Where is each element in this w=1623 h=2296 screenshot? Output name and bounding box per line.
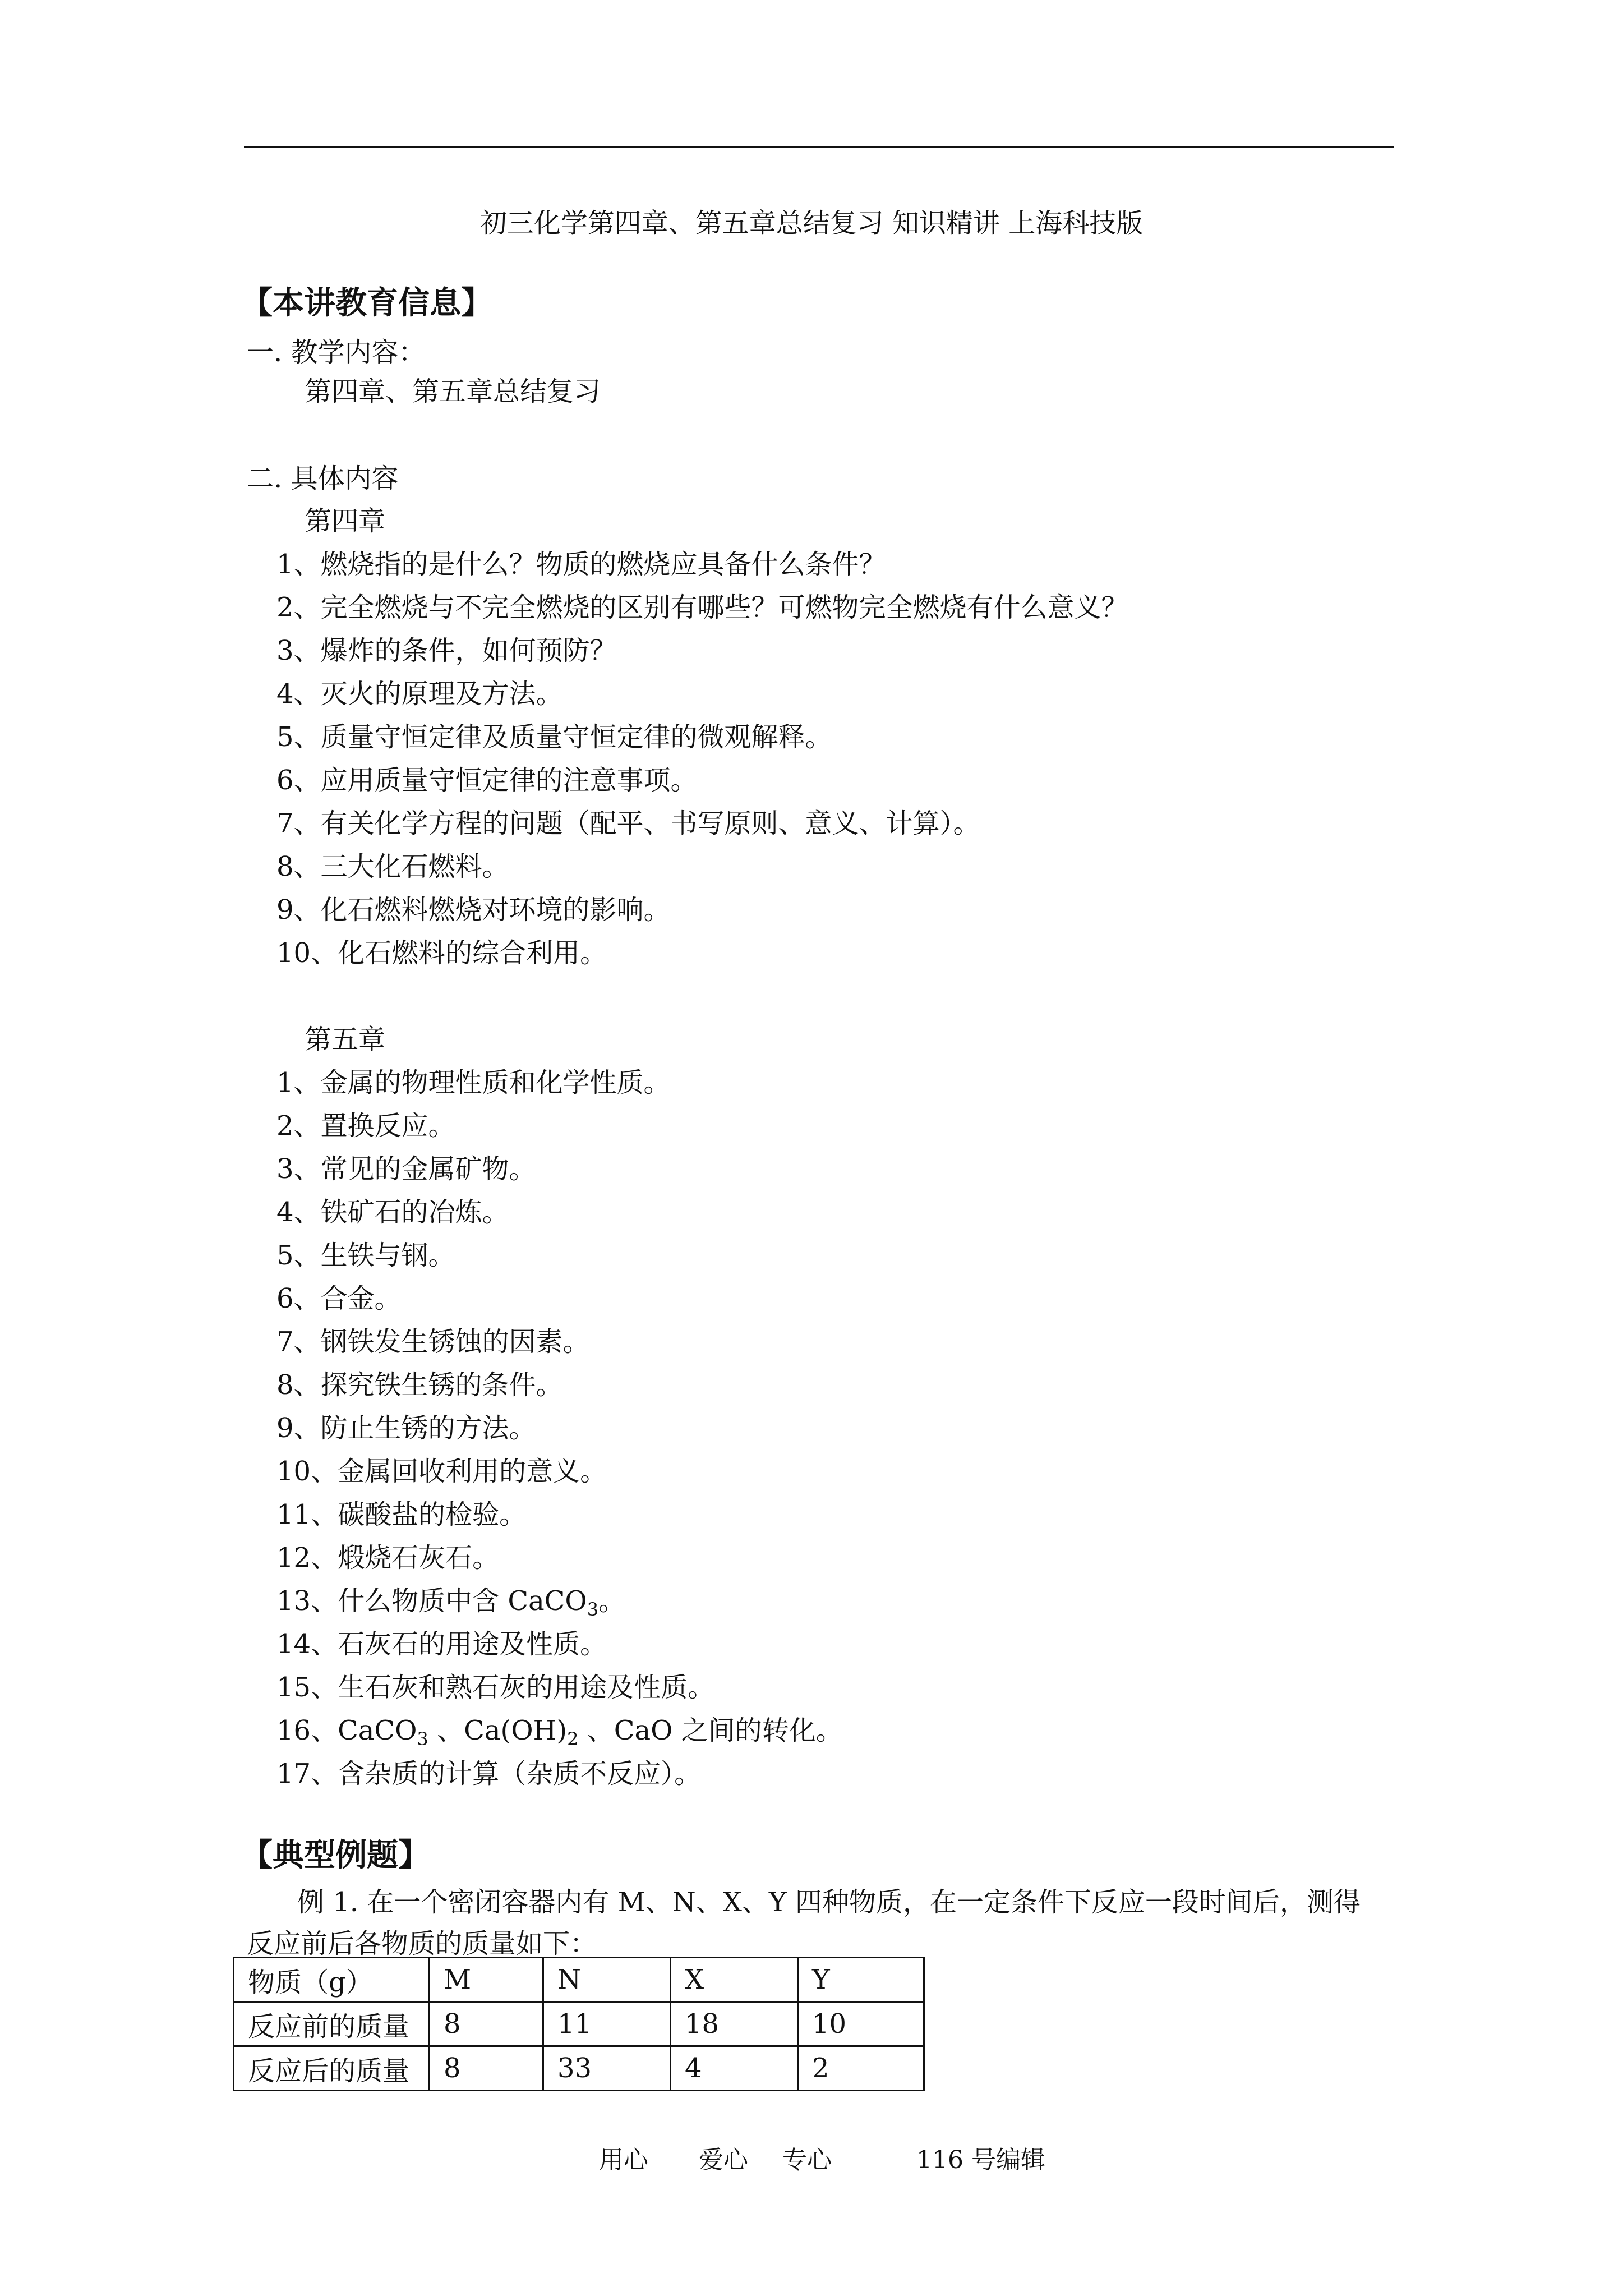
table-cell: 18 — [671, 2002, 798, 2046]
footer-text-1: 用心 — [599, 2146, 648, 2174]
list-item: 8、探究铁生锈的条件。 — [276, 1369, 563, 1401]
document-title: 初三化学第四章、第五章总结复习 知识精讲 上海科技版 — [479, 208, 1144, 239]
list-item: 5、质量守恒定律及质量守恒定律的微观解释。 — [276, 721, 832, 753]
list-item: 9、防止生锈的方法。 — [276, 1412, 536, 1444]
list-item: 5、生铁与钢。 — [276, 1240, 455, 1271]
header-rule — [244, 146, 1394, 148]
table-cell: M — [430, 1958, 543, 2002]
list-item: 2、完全燃烧与不完全燃烧的区别有哪些？可燃物完全燃烧有什么意义？ — [276, 592, 1128, 623]
table-cell: Y — [798, 1958, 924, 2002]
list-item: 6、合金。 — [276, 1283, 402, 1314]
list-item: 8、三大化石燃料。 — [276, 851, 509, 882]
table-cell: 10 — [798, 2002, 924, 2046]
list-item: 4、铁矿石的冶炼。 — [276, 1197, 509, 1228]
table-cell: 反应前的质量 — [234, 2002, 430, 2046]
list-item: 17、含杂质的计算（杂质不反应）。 — [276, 1758, 702, 1789]
list-item: 1、金属的物理性质和化学性质。 — [276, 1067, 671, 1098]
table-cell: N — [543, 1958, 671, 2002]
list-item: 10、化石燃料的综合利用。 — [276, 937, 607, 969]
item13-end: 。 — [598, 1585, 626, 1617]
table-cell: 33 — [543, 2046, 671, 2091]
list-item — [276, 1585, 626, 1620]
list-item: 4、灭火的原理及方法。 — [276, 678, 563, 710]
list-item: 14、石灰石的用途及性质。 — [276, 1628, 607, 1660]
list-item: 7、有关化学方程的问题（配平、书写原则、意义、计算）。 — [276, 808, 980, 839]
list-item: 9、化石燃料燃烧对环境的影响。 — [276, 894, 671, 926]
table-cell: 8 — [430, 2046, 543, 2091]
table-cell: 物质（g） — [234, 1958, 430, 2002]
list-item: 1、燃烧指的是什么？物质的燃烧应具备什么条件？ — [276, 549, 886, 580]
table-cell: X — [671, 1958, 798, 2002]
examples-heading: 【典型例题】 — [241, 1837, 430, 1874]
item16-text-2: 、Ca(OH) — [428, 1715, 568, 1746]
footer-text-2: 爱心 — [699, 2146, 748, 2174]
table-cell: 8 — [430, 2002, 543, 2046]
list-item: 3、爆炸的条件，如何预防？ — [276, 635, 617, 666]
list-item: 6、应用质量守恒定律的注意事项。 — [276, 765, 698, 796]
footer-editor: 116 号编辑 — [916, 2146, 1045, 2174]
item16-text-3: 、CaO 之间的转化。 — [578, 1715, 843, 1746]
list-item: 11、碳酸盐的检验。 — [276, 1499, 527, 1530]
list-item: 15、生石灰和熟石灰的用途及性质。 — [276, 1672, 715, 1703]
section1-content: 第四章、第五章总结复习 — [305, 376, 601, 407]
subscript: 3 — [417, 1728, 428, 1750]
table-cell: 11 — [543, 2002, 671, 2046]
section1-label: 一. 教学内容： — [247, 337, 426, 368]
section2-label: 二. 具体内容 — [247, 463, 399, 494]
table-row — [234, 2002, 924, 2046]
list-item: 10、金属回收利用的意义。 — [276, 1456, 607, 1487]
item13-text: 13、什么物质中含 CaCO — [276, 1585, 587, 1617]
table-cell: 4 — [671, 2046, 798, 2091]
table-row — [234, 2046, 924, 2091]
subscript: 3 — [587, 1599, 599, 1620]
list-item: 2、置换反应。 — [276, 1110, 455, 1142]
list-item: 3、常见的金属矿物。 — [276, 1153, 536, 1185]
list-item — [276, 1717, 843, 1748]
item16-text-1: 16、CaCO — [276, 1715, 417, 1746]
info-heading: 【本讲教育信息】 — [241, 284, 492, 321]
subscript: 2 — [567, 1728, 579, 1750]
table-cell: 反应后的质量 — [234, 2046, 430, 2091]
list-item: 7、钢铁发生锈蚀的因素。 — [276, 1326, 590, 1358]
footer-text-3: 专心 — [782, 2146, 832, 2174]
mass-table — [233, 1957, 925, 2091]
list-item: 12、煅烧石灰石。 — [276, 1542, 500, 1573]
example1-line2: 反应前后各物质的质量如下： — [247, 1928, 597, 1959]
chapter5-title: 第五章 — [305, 1024, 386, 1055]
table-header-row — [234, 1958, 924, 2002]
table-cell: 2 — [798, 2046, 924, 2091]
example1-line1: 例 1. 在一个密闭容器内有 M、N、X、Y 四种物质，在一定条件下反应一段时间后，测得 — [297, 1887, 1361, 1918]
chapter4-title: 第四章 — [305, 505, 386, 537]
